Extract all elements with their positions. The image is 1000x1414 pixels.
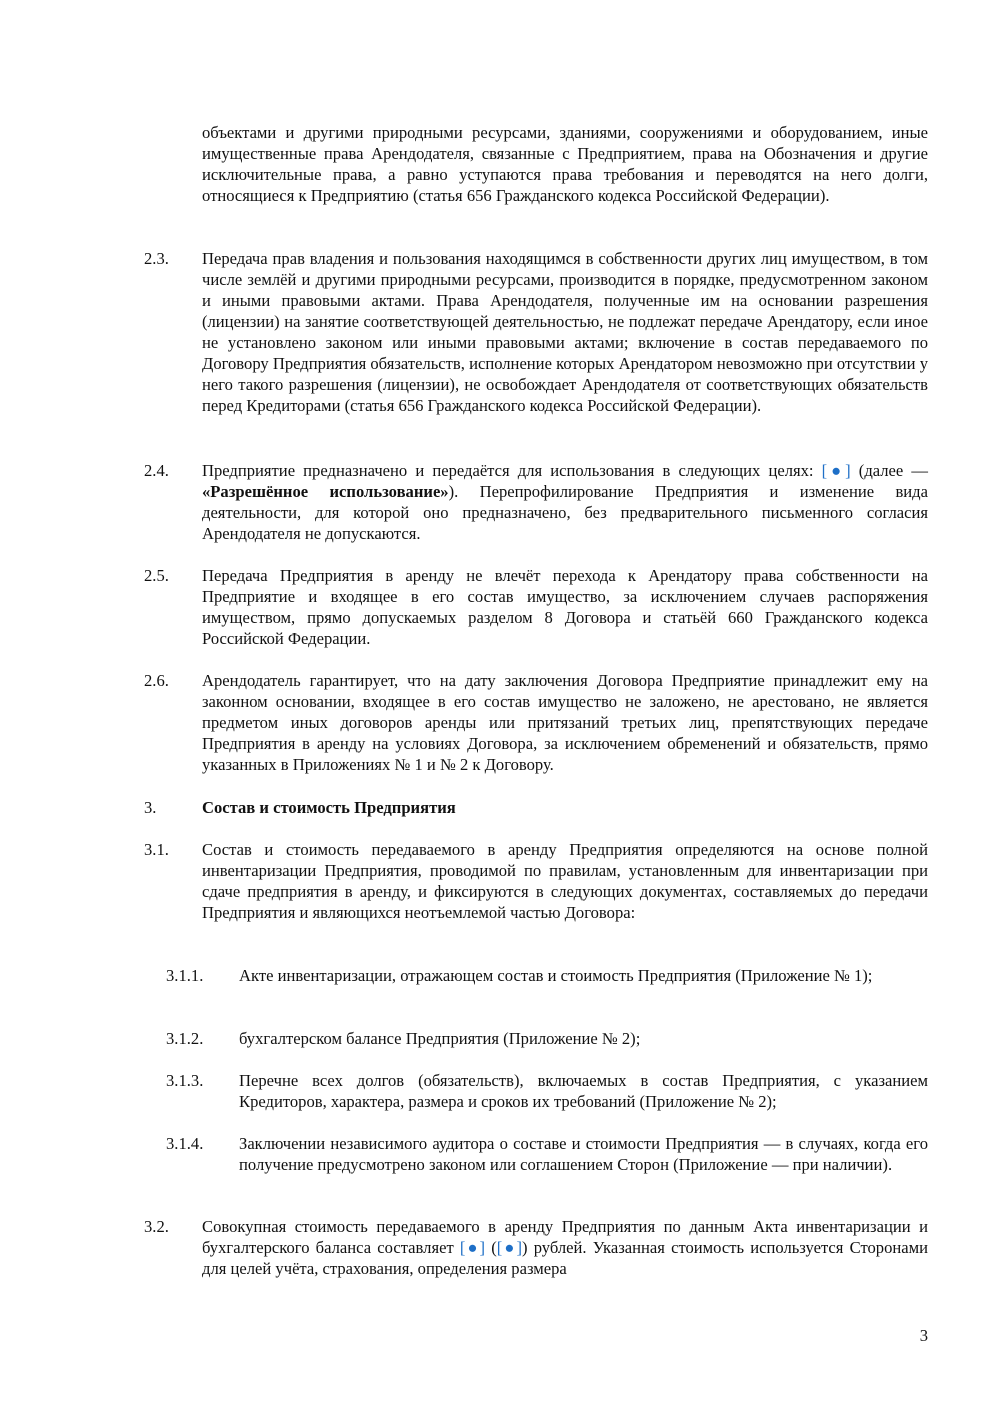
subclause-3-1-3-text: Перечне всех долгов (обязательств), включаемых в состав Предприятия, с указанием Кредиторов, характера, размера и сроков их требований (Приложение № 2);: [239, 1071, 928, 1111]
placeholder-marker: [●]: [821, 461, 851, 480]
clause-number: 2.5.: [144, 566, 169, 585]
placeholder-marker: [●]: [459, 1238, 486, 1257]
clause-number: 2.3.: [144, 249, 169, 268]
clause-number: 2.6.: [144, 671, 169, 690]
clause-3-2-text: [202, 1216, 928, 1279]
clause-text-part: (: [485, 1238, 497, 1257]
clause-text-part: (далее —: [850, 461, 928, 480]
clause-text-part: Предприятие предназначено и передаётся для использования в следующих целях:: [202, 461, 822, 480]
subclause-number: 3.1.4.: [166, 1134, 204, 1153]
section-heading: [202, 797, 928, 818]
clause-number: 3.2.: [144, 1217, 169, 1236]
defined-term: «Разрешённое использование»: [202, 482, 449, 501]
subclause-number: 3.1.2.: [166, 1029, 204, 1048]
continued-paragraph: объектами и другими природными ресурсами, зданиями, сооружениями и оборудованием, иные имущественные права Арендодателя, связанные с Предприятием, права на Обозначения и другие исключительные права, а равно уступаются права требования и переводятся на него долги, относящиеся к Предприятию (статья 656 Гражданского кодекса Российской Федерации).: [202, 123, 928, 205]
clause-3-1-text: Состав и стоимость передаваемого в аренду Предприятия определяются на основе полной инвентаризации Предприятия, проводимой по правилам, установленным для инвентаризации при сдаче предприятия в аренду, и фиксируются в следующих документах, составляемых до передачи Предприятия и являющихся неотъемлемой частью Договора:: [202, 840, 928, 922]
clause-number: 3.1.: [144, 840, 169, 859]
clause-text-part: Совокупная стоимость передаваемого в аренду Предприятия по данным Акта инвентаризации и бухгалтерского баланса составляет: [202, 1217, 928, 1257]
subclause-number: 3.1.3.: [166, 1071, 204, 1090]
clause-text-part: ) рублей. Указанная стоимость используется Сторонами для целей учёта, страхования, определения размера: [202, 1238, 928, 1278]
clause-2-4-text: [202, 460, 928, 544]
clause-2-6-text: Арендодатель гарантирует, что на дату заключения Договора Предприятие принадлежит ему на законном основании, входящее в его состав имущество не заложено, не арестовано, не является предметом иных договоров аренды или притязаний третьих лиц, препятствующих передаче Предприятия в аренду на условиях Договора, за исключением обременений и обязательств, прямо указанных в Приложениях № 1 и № 2 к Договору.: [202, 671, 928, 774]
clause-number: 2.4.: [144, 461, 169, 480]
clause-2-3-text: Передача прав владения и пользования находящимся в собственности других лиц имуществом, в том числе землёй и другими природными ресурсами, производится в порядке, предусмотренном законом и иными правовыми актами. Права Арендодателя, полученные им на основании разрешения (лицензии) на занятие соответствующей деятельностью, не подлежат передаче Арендатору, если иное не установлено законом или иными правовыми актами; включение в состав передаваемого по Договору Предприятия обязательств, исполнение которых Арендатором невозможно при отсутствии у него такого разрешения (лицензии), не освобождает Арендодателя от соответствующих обязательств перед Кредиторами (статья 656 Гражданского кодекса Российской Федерации).: [202, 249, 928, 415]
subclause-3-1-4-text: Заключении независимого аудитора о составе и стоимости Предприятия — в случаях, когда его получение предусмотрено законом или соглашением Сторон (Приложение — при наличии).: [239, 1134, 928, 1174]
subclause-3-1-1-text: Акте инвентаризации, отражающем состав и стоимость Предприятия (Приложение № 1);: [239, 966, 873, 985]
clause-text-part: ). Перепрофилирование Предприятия и изменение вида деятельности, для которой оно предназначено, без предварительного письменного согласия Арендодателя не допускаются.: [202, 482, 928, 543]
clause-2-5-text: Передача Предприятия в аренду не влечёт перехода к Арендатору права собственности на Предприятие и входящее в его состав имущество, за исключением случаев распоряжения имуществом, прямо допускаемых разделом 8 Договора и статьёй 660 Гражданского кодекса Российской Федерации.: [202, 566, 928, 648]
page-number: 3: [919, 1326, 928, 1345]
placeholder-marker: [●]: [496, 1238, 522, 1257]
subclause-number: 3.1.1.: [166, 966, 204, 985]
subclause-3-1-2-text: бухгалтерском балансе Предприятия (Приложение № 2);: [239, 1029, 641, 1048]
section-number: 3.: [144, 798, 157, 817]
section-heading-text: Состав и стоимость Предприятия: [202, 798, 456, 817]
